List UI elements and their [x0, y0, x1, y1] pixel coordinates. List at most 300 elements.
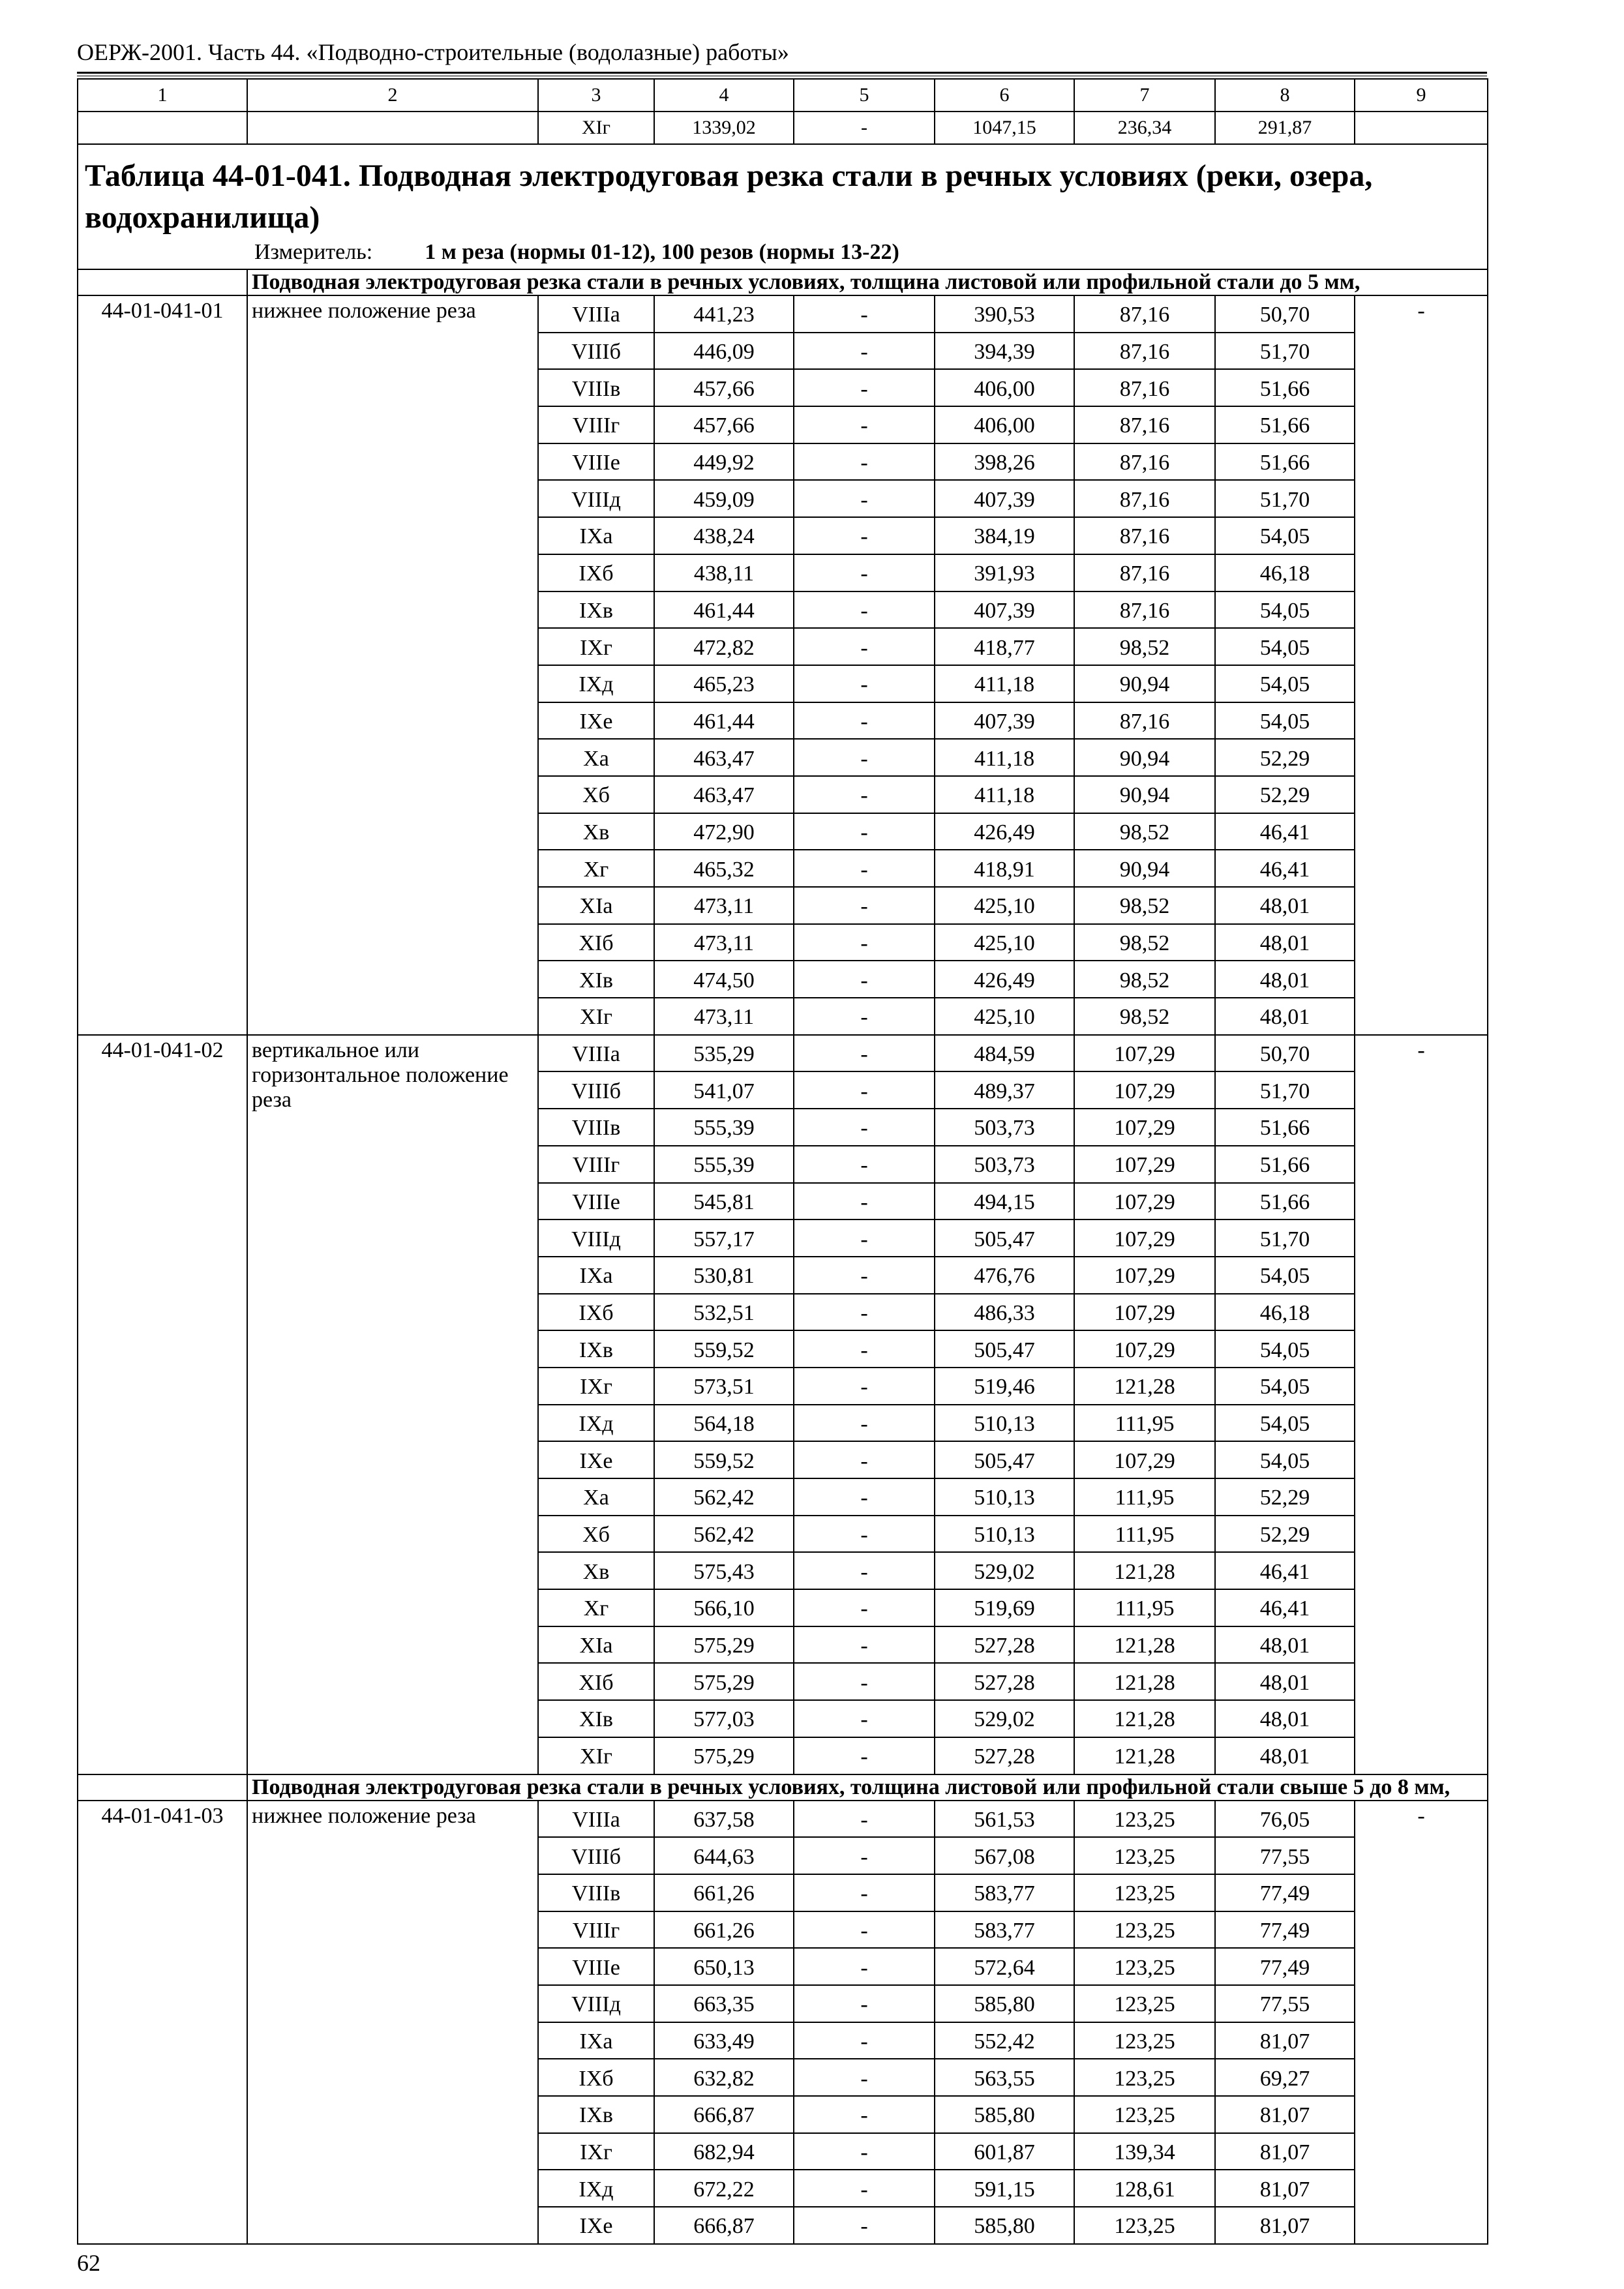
table-cell: -	[794, 1874, 935, 1911]
table-cell: 407,39	[935, 591, 1074, 629]
table-cell: 418,77	[935, 628, 1074, 665]
table-cell: 50,70	[1215, 1035, 1355, 1072]
table-cell: IXг	[538, 1368, 654, 1405]
table-cell: 121,28	[1074, 1552, 1215, 1589]
table-cell: VIIIв	[538, 1874, 654, 1911]
table-cell: 510,13	[935, 1478, 1074, 1516]
table-cell: 552,42	[935, 2022, 1074, 2059]
table-title: Таблица 44-01-041. Подводная электродуговая резка стали в речных условиях (реки, озера, водохранилища)	[85, 158, 1373, 235]
table-cell: IXг	[538, 628, 654, 665]
table-cell: VIIIа	[538, 1035, 654, 1072]
table-cell: -	[794, 2022, 935, 2059]
table-cell: 564,18	[654, 1405, 794, 1442]
section-title: Подводная электродуговая резка стали в речных условиях, толщина листовой или профильной стали до 5 мм,	[247, 269, 1488, 295]
table-cell: 107,29	[1074, 1257, 1215, 1294]
table-cell: 123,25	[1074, 1801, 1215, 1838]
table-cell: 54,05	[1215, 1330, 1355, 1368]
table-cell: 530,81	[654, 1257, 794, 1294]
table-cell: 69,27	[1215, 2059, 1355, 2096]
table-cell: -	[794, 1219, 935, 1257]
table-cell: Xв	[538, 1552, 654, 1589]
table-cell: 472,90	[654, 813, 794, 850]
table-cell: -	[794, 480, 935, 517]
table-cell: VIIIб	[538, 1837, 654, 1874]
table-cell: 81,07	[1215, 2133, 1355, 2170]
table-cell: 236,34	[1074, 112, 1215, 144]
table-cell: -	[794, 1035, 935, 1072]
table-cell: VIIIе	[538, 1183, 654, 1220]
table-cell: -	[794, 1663, 935, 1700]
table-cell: 535,29	[654, 1035, 794, 1072]
table-cell: -	[794, 1700, 935, 1737]
table-cell: VIIIе	[538, 443, 654, 481]
table-cell: 107,29	[1074, 1146, 1215, 1183]
table-cell: 575,29	[654, 1663, 794, 1700]
table-cell: 637,58	[654, 1801, 794, 1838]
table-cell: 51,66	[1215, 369, 1355, 406]
table-cell: 559,52	[654, 1441, 794, 1478]
table-cell: 463,47	[654, 776, 794, 813]
table-cell: 123,25	[1074, 2059, 1215, 2096]
table-cell: 527,28	[935, 1737, 1074, 1774]
norm-code: 44-01-041-03	[78, 1801, 247, 2244]
table-cell: XIг	[538, 112, 654, 144]
table-cell: IXа	[538, 1257, 654, 1294]
table-cell: 48,01	[1215, 1700, 1355, 1737]
table-cell: -	[794, 517, 935, 554]
table-cell: XIа	[538, 887, 654, 924]
table-cell: -	[794, 2096, 935, 2133]
table-cell: 545,81	[654, 1183, 794, 1220]
table-cell: 575,29	[654, 1737, 794, 1774]
table-cell: 1047,15	[935, 112, 1074, 144]
table-cell: XIв	[538, 961, 654, 998]
table-cell: 461,44	[654, 702, 794, 740]
table-cell: 77,55	[1215, 1837, 1355, 1874]
table-cell: 51,70	[1215, 1219, 1355, 1257]
table-cell: 682,94	[654, 2133, 794, 2170]
column-number: 2	[247, 79, 538, 112]
table-title-row	[78, 144, 1488, 269]
table-cell: 98,52	[1074, 628, 1215, 665]
column-number: 7	[1074, 79, 1215, 112]
table-cell: 461,44	[654, 591, 794, 629]
table-cell: 77,49	[1215, 1911, 1355, 1949]
column-number: 3	[538, 79, 654, 112]
table-cell: 98,52	[1074, 961, 1215, 998]
table-cell	[1355, 112, 1488, 144]
table-cell: 407,39	[935, 702, 1074, 740]
table-cell: 81,07	[1215, 2096, 1355, 2133]
table-cell: 52,29	[1215, 1516, 1355, 1553]
table-cell: 472,82	[654, 628, 794, 665]
table-cell: 46,41	[1215, 813, 1355, 850]
table-cell: 527,28	[935, 1663, 1074, 1700]
header-rule-thick	[77, 72, 1487, 74]
table-cell: -	[794, 2059, 935, 2096]
table-cell: -	[794, 369, 935, 406]
table-cell: VIIIг	[538, 1911, 654, 1949]
measure-value: 1 м реза (нормы 01-12), 100 резов (нормы 13-22)	[425, 240, 899, 264]
table-cell: 107,29	[1074, 1219, 1215, 1257]
table-cell: -	[794, 998, 935, 1035]
table-cell: -	[794, 961, 935, 998]
table-cell: 463,47	[654, 739, 794, 776]
table-cell: -	[794, 1911, 935, 1949]
table-cell: 406,00	[935, 406, 1074, 443]
table-cell: 111,95	[1074, 1478, 1215, 1516]
table-cell: -	[794, 1737, 935, 1774]
table-cell: 562,42	[654, 1516, 794, 1553]
table-cell: IXд	[538, 665, 654, 702]
table-cell: 77,49	[1215, 1948, 1355, 1985]
table-cell: 457,66	[654, 369, 794, 406]
table-cell: -	[794, 1516, 935, 1553]
table-cell: 650,13	[654, 1948, 794, 1985]
table-cell: IXе	[538, 2207, 654, 2244]
table-cell: 562,42	[654, 1478, 794, 1516]
table-cell: 51,66	[1215, 443, 1355, 481]
table-cell: 123,25	[1074, 1911, 1215, 1949]
table-cell: IXв	[538, 1330, 654, 1368]
table-cell: 76,05	[1215, 1801, 1355, 1838]
table-cell: 577,03	[654, 1700, 794, 1737]
table-cell: 121,28	[1074, 1626, 1215, 1664]
column-9-value: -	[1355, 1035, 1488, 1774]
table-cell: IXв	[538, 2096, 654, 2133]
table-cell: 555,39	[654, 1146, 794, 1183]
table-row	[78, 295, 1488, 333]
table-row	[78, 1801, 1488, 1838]
table-cell: 575,29	[654, 1626, 794, 1664]
table-cell: 633,49	[654, 2022, 794, 2059]
table-cell: -	[794, 1837, 935, 1874]
table-cell: 87,16	[1074, 295, 1215, 333]
table-cell: XIб	[538, 924, 654, 961]
table-cell: 484,59	[935, 1035, 1074, 1072]
table-cell: 585,80	[935, 2096, 1074, 2133]
table-cell: 494,15	[935, 1183, 1074, 1220]
table-cell: 529,02	[935, 1552, 1074, 1589]
table-cell: 48,01	[1215, 1663, 1355, 1700]
table-cell: Xв	[538, 813, 654, 850]
table-cell: 107,29	[1074, 1071, 1215, 1109]
table-cell: 583,77	[935, 1911, 1074, 1949]
table-row	[78, 1035, 1488, 1072]
table-cell: 51,70	[1215, 480, 1355, 517]
table-cell: 573,51	[654, 1368, 794, 1405]
table-cell: 1339,02	[654, 112, 794, 144]
table-cell: -	[794, 887, 935, 924]
table-cell: 503,73	[935, 1109, 1074, 1146]
column-number: 9	[1355, 79, 1488, 112]
table-cell: 585,80	[935, 2207, 1074, 2244]
table-cell: 51,66	[1215, 1146, 1355, 1183]
table-cell: 54,05	[1215, 628, 1355, 665]
table-cell: 121,28	[1074, 1368, 1215, 1405]
table-cell: -	[794, 1948, 935, 1985]
table-cell: 473,11	[654, 887, 794, 924]
table-cell: -	[794, 850, 935, 887]
measure-label: Измеритель:	[254, 240, 373, 264]
table-cell: 81,07	[1215, 2170, 1355, 2207]
table-cell: 529,02	[935, 1700, 1074, 1737]
table-cell: 291,87	[1215, 112, 1355, 144]
column-number: 8	[1215, 79, 1355, 112]
table-cell: 561,53	[935, 1801, 1074, 1838]
table-cell: XIа	[538, 1626, 654, 1664]
table-cell: 90,94	[1074, 665, 1215, 702]
table-cell: 438,24	[654, 517, 794, 554]
table-cell: 572,64	[935, 1948, 1074, 1985]
table-cell	[78, 112, 247, 144]
column-number-row	[78, 79, 1488, 112]
table-cell: 566,10	[654, 1589, 794, 1626]
table-cell	[247, 112, 538, 144]
table-cell: -	[794, 1330, 935, 1368]
table-cell: Xб	[538, 1516, 654, 1553]
table-cell: 87,16	[1074, 333, 1215, 370]
table-cell: 98,52	[1074, 924, 1215, 961]
table-cell: 90,94	[1074, 739, 1215, 776]
table-cell: -	[794, 1294, 935, 1331]
table-cell: 54,05	[1215, 517, 1355, 554]
table-cell: 107,29	[1074, 1109, 1215, 1146]
table-cell: 98,52	[1074, 998, 1215, 1035]
table-cell: 87,16	[1074, 591, 1215, 629]
table-cell: 123,25	[1074, 1874, 1215, 1911]
table-cell: -	[794, 924, 935, 961]
table-cell: 459,09	[654, 480, 794, 517]
table-cell: 541,07	[654, 1071, 794, 1109]
table-cell: 591,15	[935, 2170, 1074, 2207]
table-cell: 532,51	[654, 1294, 794, 1331]
table-cell: 474,50	[654, 961, 794, 998]
table-cell: IXб	[538, 1294, 654, 1331]
table-cell: 87,16	[1074, 406, 1215, 443]
table-cell: IXб	[538, 554, 654, 591]
table-cell: 121,28	[1074, 1700, 1215, 1737]
table-cell: 46,18	[1215, 1294, 1355, 1331]
table-cell: 87,16	[1074, 443, 1215, 481]
table-cell: -	[794, 1589, 935, 1626]
column-number: 5	[794, 79, 935, 112]
table-cell: -	[794, 2207, 935, 2244]
table-cell: 128,61	[1074, 2170, 1215, 2207]
table-cell: 46,41	[1215, 1552, 1355, 1589]
table-cell: 111,95	[1074, 1405, 1215, 1442]
table-cell: -	[794, 1478, 935, 1516]
table-cell: 406,00	[935, 369, 1074, 406]
table-cell: -	[794, 665, 935, 702]
table-cell: 111,95	[1074, 1516, 1215, 1553]
table-cell: VIIIг	[538, 1146, 654, 1183]
table-cell: 505,47	[935, 1219, 1074, 1257]
table-cell: 107,29	[1074, 1330, 1215, 1368]
table-cell: 519,46	[935, 1368, 1074, 1405]
table-cell: 473,11	[654, 924, 794, 961]
table-cell: 666,87	[654, 2207, 794, 2244]
table-cell: 54,05	[1215, 1405, 1355, 1442]
table-cell: 601,87	[935, 2133, 1074, 2170]
table-cell: -	[794, 1071, 935, 1109]
table-cell: IXд	[538, 1405, 654, 1442]
table-cell: XIг	[538, 1737, 654, 1774]
table-cell: 505,47	[935, 1441, 1074, 1478]
work-name: нижнее положение реза	[247, 295, 538, 1035]
table-cell: 563,55	[935, 2059, 1074, 2096]
table-cell: 398,26	[935, 443, 1074, 481]
table-cell: 54,05	[1215, 702, 1355, 740]
table-cell: -	[794, 1183, 935, 1220]
table-cell: 449,92	[654, 443, 794, 481]
table-cell: 139,34	[1074, 2133, 1215, 2170]
table-cell: 48,01	[1215, 998, 1355, 1035]
table-cell: 54,05	[1215, 665, 1355, 702]
blank-cell	[78, 1774, 247, 1801]
table-cell: IXа	[538, 2022, 654, 2059]
table-cell: 123,25	[1074, 1948, 1215, 1985]
table-cell: -	[794, 295, 935, 333]
table-cell: IXд	[538, 2170, 654, 2207]
table-cell: 425,10	[935, 998, 1074, 1035]
table-cell: 51,66	[1215, 406, 1355, 443]
table-cell: 425,10	[935, 924, 1074, 961]
work-name: вертикальное или горизонтальное положение реза	[247, 1035, 538, 1774]
table-cell: 87,16	[1074, 480, 1215, 517]
table-cell: 438,11	[654, 554, 794, 591]
table-cell: -	[794, 1985, 935, 2022]
table-cell: 476,76	[935, 1257, 1074, 1294]
table-cell: VIIIб	[538, 1071, 654, 1109]
table-cell: 54,05	[1215, 1257, 1355, 1294]
table-cell: 390,53	[935, 295, 1074, 333]
table-cell: -	[794, 1146, 935, 1183]
table-cell: 48,01	[1215, 887, 1355, 924]
table-cell: IXв	[538, 591, 654, 629]
table-cell: 90,94	[1074, 776, 1215, 813]
table-cell: 486,33	[935, 1294, 1074, 1331]
blank-cell	[78, 269, 247, 295]
table-cell: 567,08	[935, 1837, 1074, 1874]
table-cell: 107,29	[1074, 1183, 1215, 1220]
section-title: Подводная электродуговая резка стали в речных условиях, толщина листовой или профильной стали свыше 5 до 8 мм,	[247, 1774, 1488, 1801]
table-cell: 505,47	[935, 1330, 1074, 1368]
table-cell: 87,16	[1074, 517, 1215, 554]
table-cell: -	[794, 333, 935, 370]
table-cell: -	[794, 1368, 935, 1405]
table-cell: 555,39	[654, 1109, 794, 1146]
table-cell: -	[794, 2170, 935, 2207]
table-cell: 81,07	[1215, 2022, 1355, 2059]
table-cell: 77,49	[1215, 1874, 1355, 1911]
table-cell: 426,49	[935, 813, 1074, 850]
table-cell: 661,26	[654, 1874, 794, 1911]
table-cell: 510,13	[935, 1516, 1074, 1553]
table-cell: 107,29	[1074, 1035, 1215, 1072]
table-cell: -	[794, 628, 935, 665]
table-cell: -	[794, 1552, 935, 1589]
table-cell: 123,25	[1074, 2207, 1215, 2244]
table-cell: 585,80	[935, 1985, 1074, 2022]
table-cell: 123,25	[1074, 2022, 1215, 2059]
table-cell: 411,18	[935, 776, 1074, 813]
table-cell: 77,55	[1215, 1985, 1355, 2022]
table-cell: 123,25	[1074, 1985, 1215, 2022]
table-cell: 503,73	[935, 1146, 1074, 1183]
table-cell: 107,29	[1074, 1294, 1215, 1331]
table-cell: -	[794, 813, 935, 850]
table-cell: -	[794, 1405, 935, 1442]
table-cell: -	[794, 406, 935, 443]
table-cell: -	[794, 1441, 935, 1478]
table-cell: 52,29	[1215, 776, 1355, 813]
column-number: 6	[935, 79, 1074, 112]
column-9-value: -	[1355, 295, 1488, 1035]
table-cell: IXг	[538, 2133, 654, 2170]
table-cell: 663,35	[654, 1985, 794, 2022]
table-cell: -	[794, 2133, 935, 2170]
table-cell: VIIIа	[538, 295, 654, 333]
table-cell: 559,52	[654, 1330, 794, 1368]
table-cell: 632,82	[654, 2059, 794, 2096]
table-cell: IXа	[538, 517, 654, 554]
table-cell: 87,16	[1074, 702, 1215, 740]
table-cell: 666,87	[654, 2096, 794, 2133]
column-9-value: -	[1355, 1801, 1488, 2244]
table-cell: 46,41	[1215, 1589, 1355, 1626]
table-cell: 51,70	[1215, 1071, 1355, 1109]
table-cell: Xб	[538, 776, 654, 813]
norm-code: 44-01-041-02	[78, 1035, 247, 1774]
table-cell: 473,11	[654, 998, 794, 1035]
table-cell: 557,17	[654, 1219, 794, 1257]
table-cell: 123,25	[1074, 2096, 1215, 2133]
table-cell: VIIIг	[538, 406, 654, 443]
table-cell: VIIIд	[538, 480, 654, 517]
measure-line	[85, 239, 1481, 266]
table-cell: 81,07	[1215, 2207, 1355, 2244]
table-cell: Xг	[538, 1589, 654, 1626]
table-cell: 411,18	[935, 739, 1074, 776]
table-cell: 48,01	[1215, 1737, 1355, 1774]
table-cell: 50,70	[1215, 295, 1355, 333]
table-cell: 446,09	[654, 333, 794, 370]
table-cell: 48,01	[1215, 961, 1355, 998]
table-cell: VIIIб	[538, 333, 654, 370]
table-cell: 46,18	[1215, 554, 1355, 591]
table-cell: 98,52	[1074, 887, 1215, 924]
table-cell: VIIIе	[538, 1948, 654, 1985]
table-cell: -	[794, 1626, 935, 1664]
table-cell: 394,39	[935, 333, 1074, 370]
table-cell: 90,94	[1074, 850, 1215, 887]
table-cell: 48,01	[1215, 1626, 1355, 1664]
table-cell: 391,93	[935, 554, 1074, 591]
table-title-cell	[78, 144, 1488, 269]
table-cell: 107,29	[1074, 1441, 1215, 1478]
table-cell: 418,91	[935, 850, 1074, 887]
page-header: ОЕРЖ-2001. Часть 44. «Подводно-строительные (водолазные) работы»	[77, 39, 789, 65]
table-cell: -	[794, 1109, 935, 1146]
table-cell: Xг	[538, 850, 654, 887]
table-cell: 583,77	[935, 1874, 1074, 1911]
table-cell: -	[794, 591, 935, 629]
page-number: 62	[77, 2250, 100, 2276]
table-cell: 575,43	[654, 1552, 794, 1589]
table-cell: 407,39	[935, 480, 1074, 517]
table-cell: 46,41	[1215, 850, 1355, 887]
